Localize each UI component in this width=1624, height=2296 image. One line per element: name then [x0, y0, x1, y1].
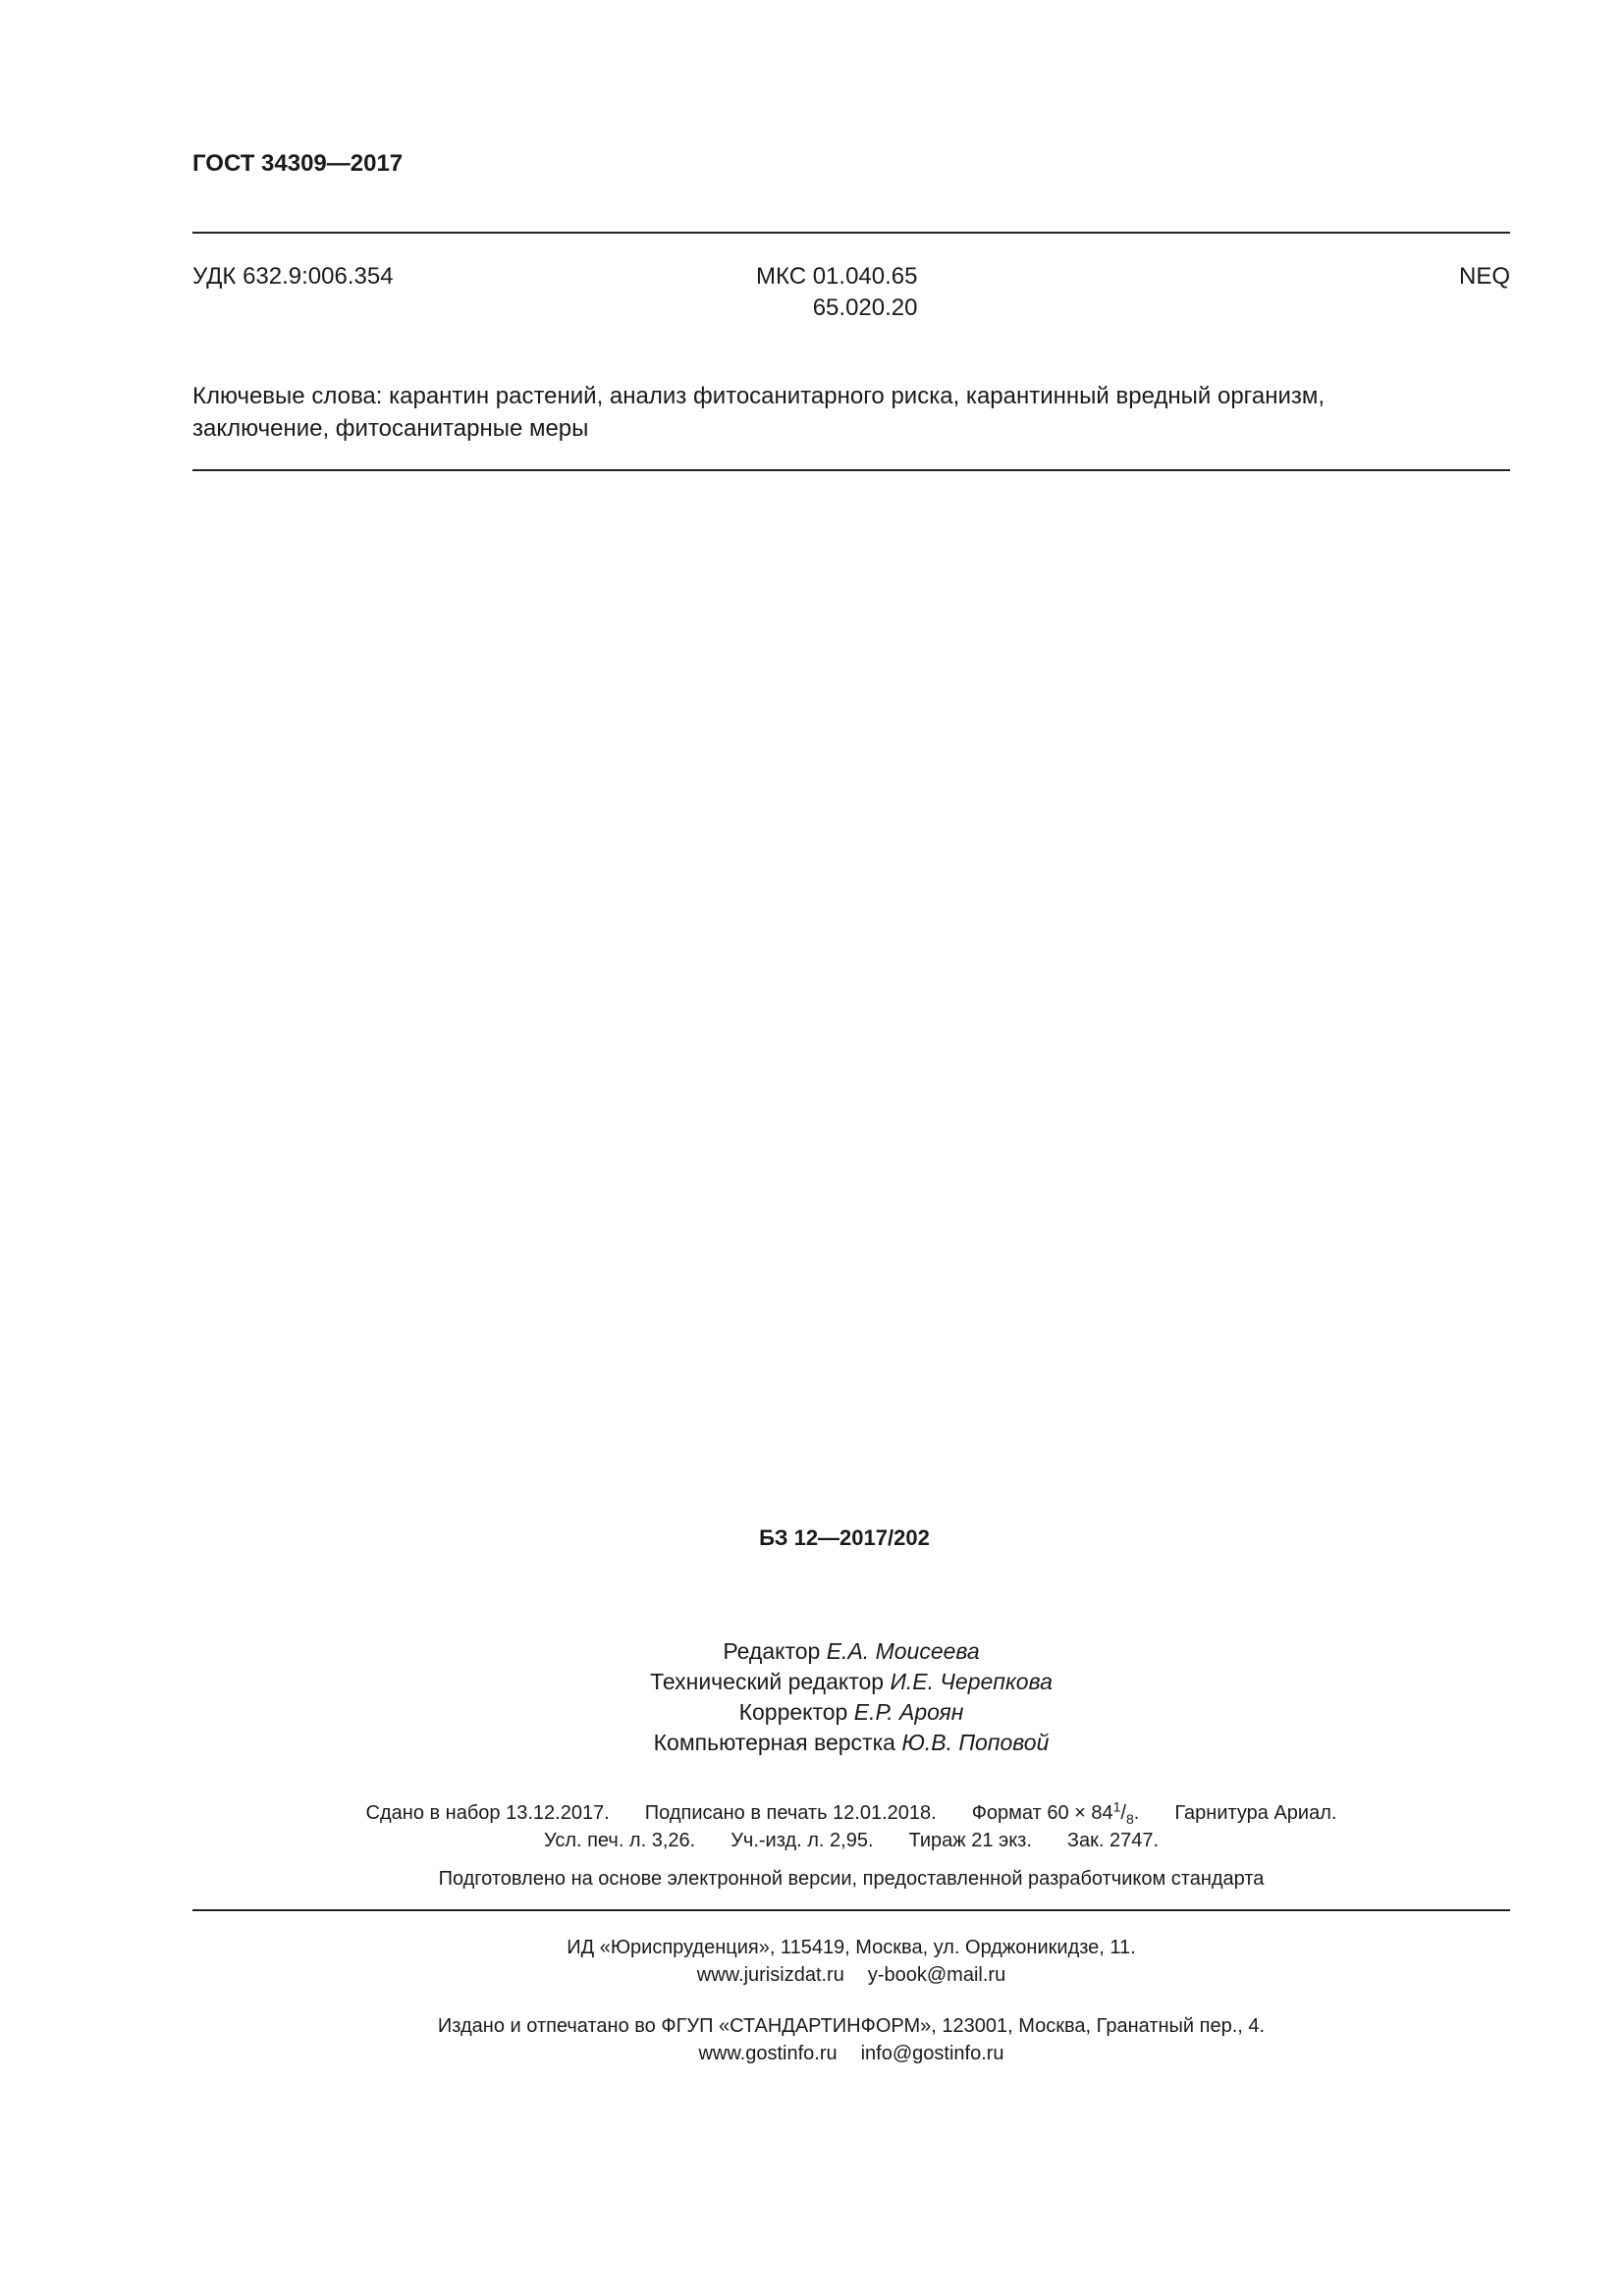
- credit-tech-editor: [0, 1667, 1624, 1697]
- copies: Тираж 21 экз.: [908, 1830, 1032, 1851]
- credit-layout: [0, 1728, 1624, 1758]
- bz-number: БЗ 12—2017/202: [759, 1525, 930, 1550]
- udk-code: УДК 632.9:006.354: [192, 263, 394, 290]
- imprint-line-1: [0, 1799, 1624, 1827]
- divider-keywords: [192, 469, 1510, 471]
- printer-email: info@gostinfo.ru: [860, 2043, 1004, 2064]
- divider-bottom: [192, 1909, 1510, 1911]
- corrector-label: Корректор: [738, 1699, 848, 1725]
- editor-label: Редактор: [723, 1638, 821, 1664]
- printer-contacts: [0, 2040, 1624, 2067]
- publication-sheets: Уч.-изд. л. 2,95.: [731, 1830, 874, 1851]
- publisher-address: ИД «Юриспруденция», 115419, Москва, ул. Орджоникидзе, 11.: [567, 1937, 1136, 1958]
- format-sub: 8: [1125, 1811, 1134, 1827]
- layout-label: Компьютерная верстка: [653, 1730, 895, 1755]
- format-end: .: [1133, 1802, 1140, 1824]
- layout-name: Ю.В. Поповой: [901, 1730, 1050, 1755]
- tech-editor-label: Технический редактор: [650, 1669, 885, 1694]
- format-sup: 1: [1112, 1798, 1121, 1815]
- keywords-line-1: Ключевые слова: карантин растений, анализ фитосанитарного риска, карантинный вредный организм,: [192, 383, 1326, 409]
- publisher-email: y-book@mail.ru: [867, 1964, 1006, 1986]
- publisher: [0, 1934, 1624, 1989]
- corrector-name: Е.Р. Ароян: [853, 1699, 964, 1725]
- tech-editor-name: И.Е. Черепкова: [890, 1669, 1053, 1694]
- document-code: ГОСТ 34309—2017: [192, 150, 404, 177]
- signed-date: Подписано в печать 12.01.2018.: [644, 1802, 937, 1824]
- divider-top: [192, 232, 1510, 234]
- mks-code-line-1: МКС 01.040.65: [756, 263, 918, 290]
- prepared-note: Подготовлено на основе электронной версии, предоставленной разработчиком стандарта: [438, 1868, 1265, 1890]
- publisher-contacts: [0, 1961, 1624, 1989]
- printer: [0, 2012, 1624, 2067]
- mks-codes: [756, 261, 917, 324]
- credits: [0, 1636, 1624, 1758]
- submitted-date: Сдано в набор 13.12.2017.: [365, 1802, 610, 1824]
- credit-corrector: [0, 1697, 1624, 1728]
- printer-address: Издано и отпечатано во ФГУП «СТАНДАРТИНФОРМ», 123001, Москва, Гранатный пер., 4.: [437, 2015, 1266, 2037]
- imprint-line-2: [0, 1827, 1624, 1854]
- credit-editor: [0, 1636, 1624, 1667]
- format-prefix: Формат 60 × 84: [971, 1802, 1113, 1824]
- equivalence-mark: NEQ: [1458, 263, 1510, 290]
- keywords-line-2: заключение, фитосанитарные меры: [192, 415, 589, 442]
- paper-format: [971, 1798, 1140, 1827]
- publisher-site: www.jurisizdat.ru: [696, 1964, 844, 1986]
- mks-code-line-2: 65.020.20: [812, 294, 918, 321]
- format-slash: /: [1120, 1802, 1126, 1824]
- keywords: [192, 380, 1518, 445]
- typeface: Гарнитура Ариал.: [1174, 1802, 1337, 1824]
- print-sheets: Усл. печ. л. 3,26.: [543, 1830, 696, 1851]
- printer-site: www.gostinfo.ru: [698, 2043, 838, 2064]
- editor-name: Е.А. Моисеева: [826, 1638, 980, 1664]
- order-number: Зак. 2747.: [1066, 1830, 1160, 1851]
- imprint: [0, 1799, 1624, 1854]
